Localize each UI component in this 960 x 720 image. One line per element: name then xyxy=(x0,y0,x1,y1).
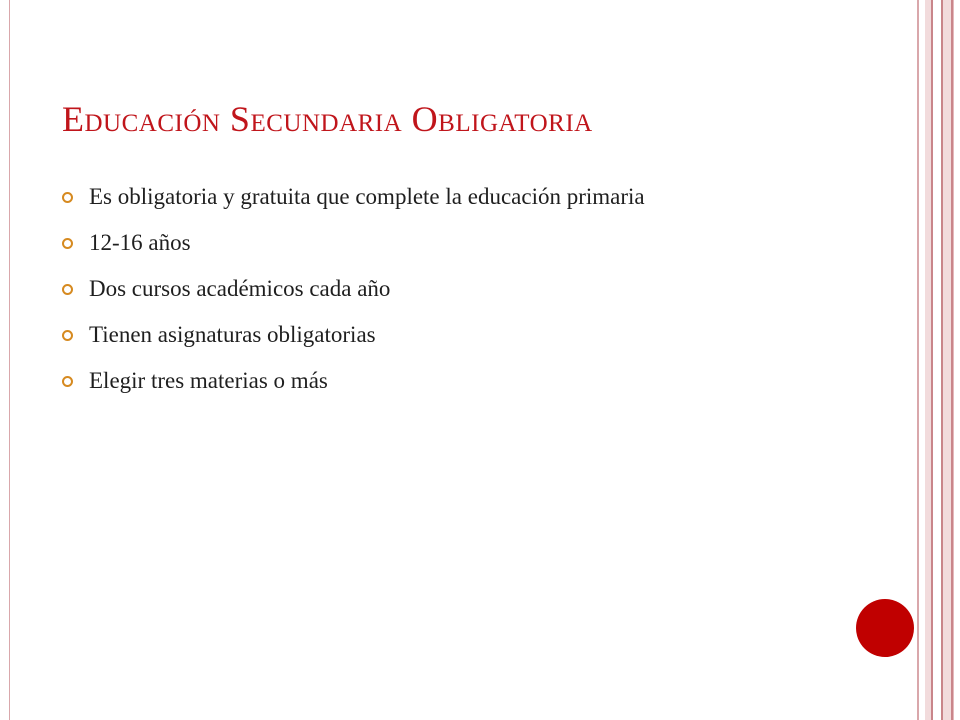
bullet-ring-icon xyxy=(62,284,73,295)
decorative-stripe xyxy=(953,0,960,720)
bullet-ring-icon xyxy=(62,376,73,387)
bullet-item xyxy=(62,274,742,303)
bullet-item xyxy=(62,228,742,257)
bullet-ring-icon xyxy=(62,192,73,203)
bullet-item xyxy=(62,182,742,211)
bullet-ring-icon xyxy=(62,238,73,249)
bullet-text: Es obligatoria y gratuita que complete la educación primaria xyxy=(89,184,645,209)
red-circle-icon xyxy=(856,599,914,657)
decorative-stripe xyxy=(943,0,951,720)
decorative-stripe xyxy=(933,0,941,720)
bullet-text: Elegir tres materias o más xyxy=(89,368,328,393)
bullet-item xyxy=(62,320,742,349)
bullet-item xyxy=(62,366,742,395)
bullet-ring-icon xyxy=(62,330,73,341)
bullet-text: Dos cursos académicos cada año xyxy=(89,276,391,301)
bullet-text: 12-16 años xyxy=(89,230,191,255)
bullet-text: Tienen asignaturas obligatorias xyxy=(89,322,376,347)
slide-title: Educación Secundaria Obligatoria xyxy=(62,99,593,139)
bullet-list xyxy=(62,182,742,412)
